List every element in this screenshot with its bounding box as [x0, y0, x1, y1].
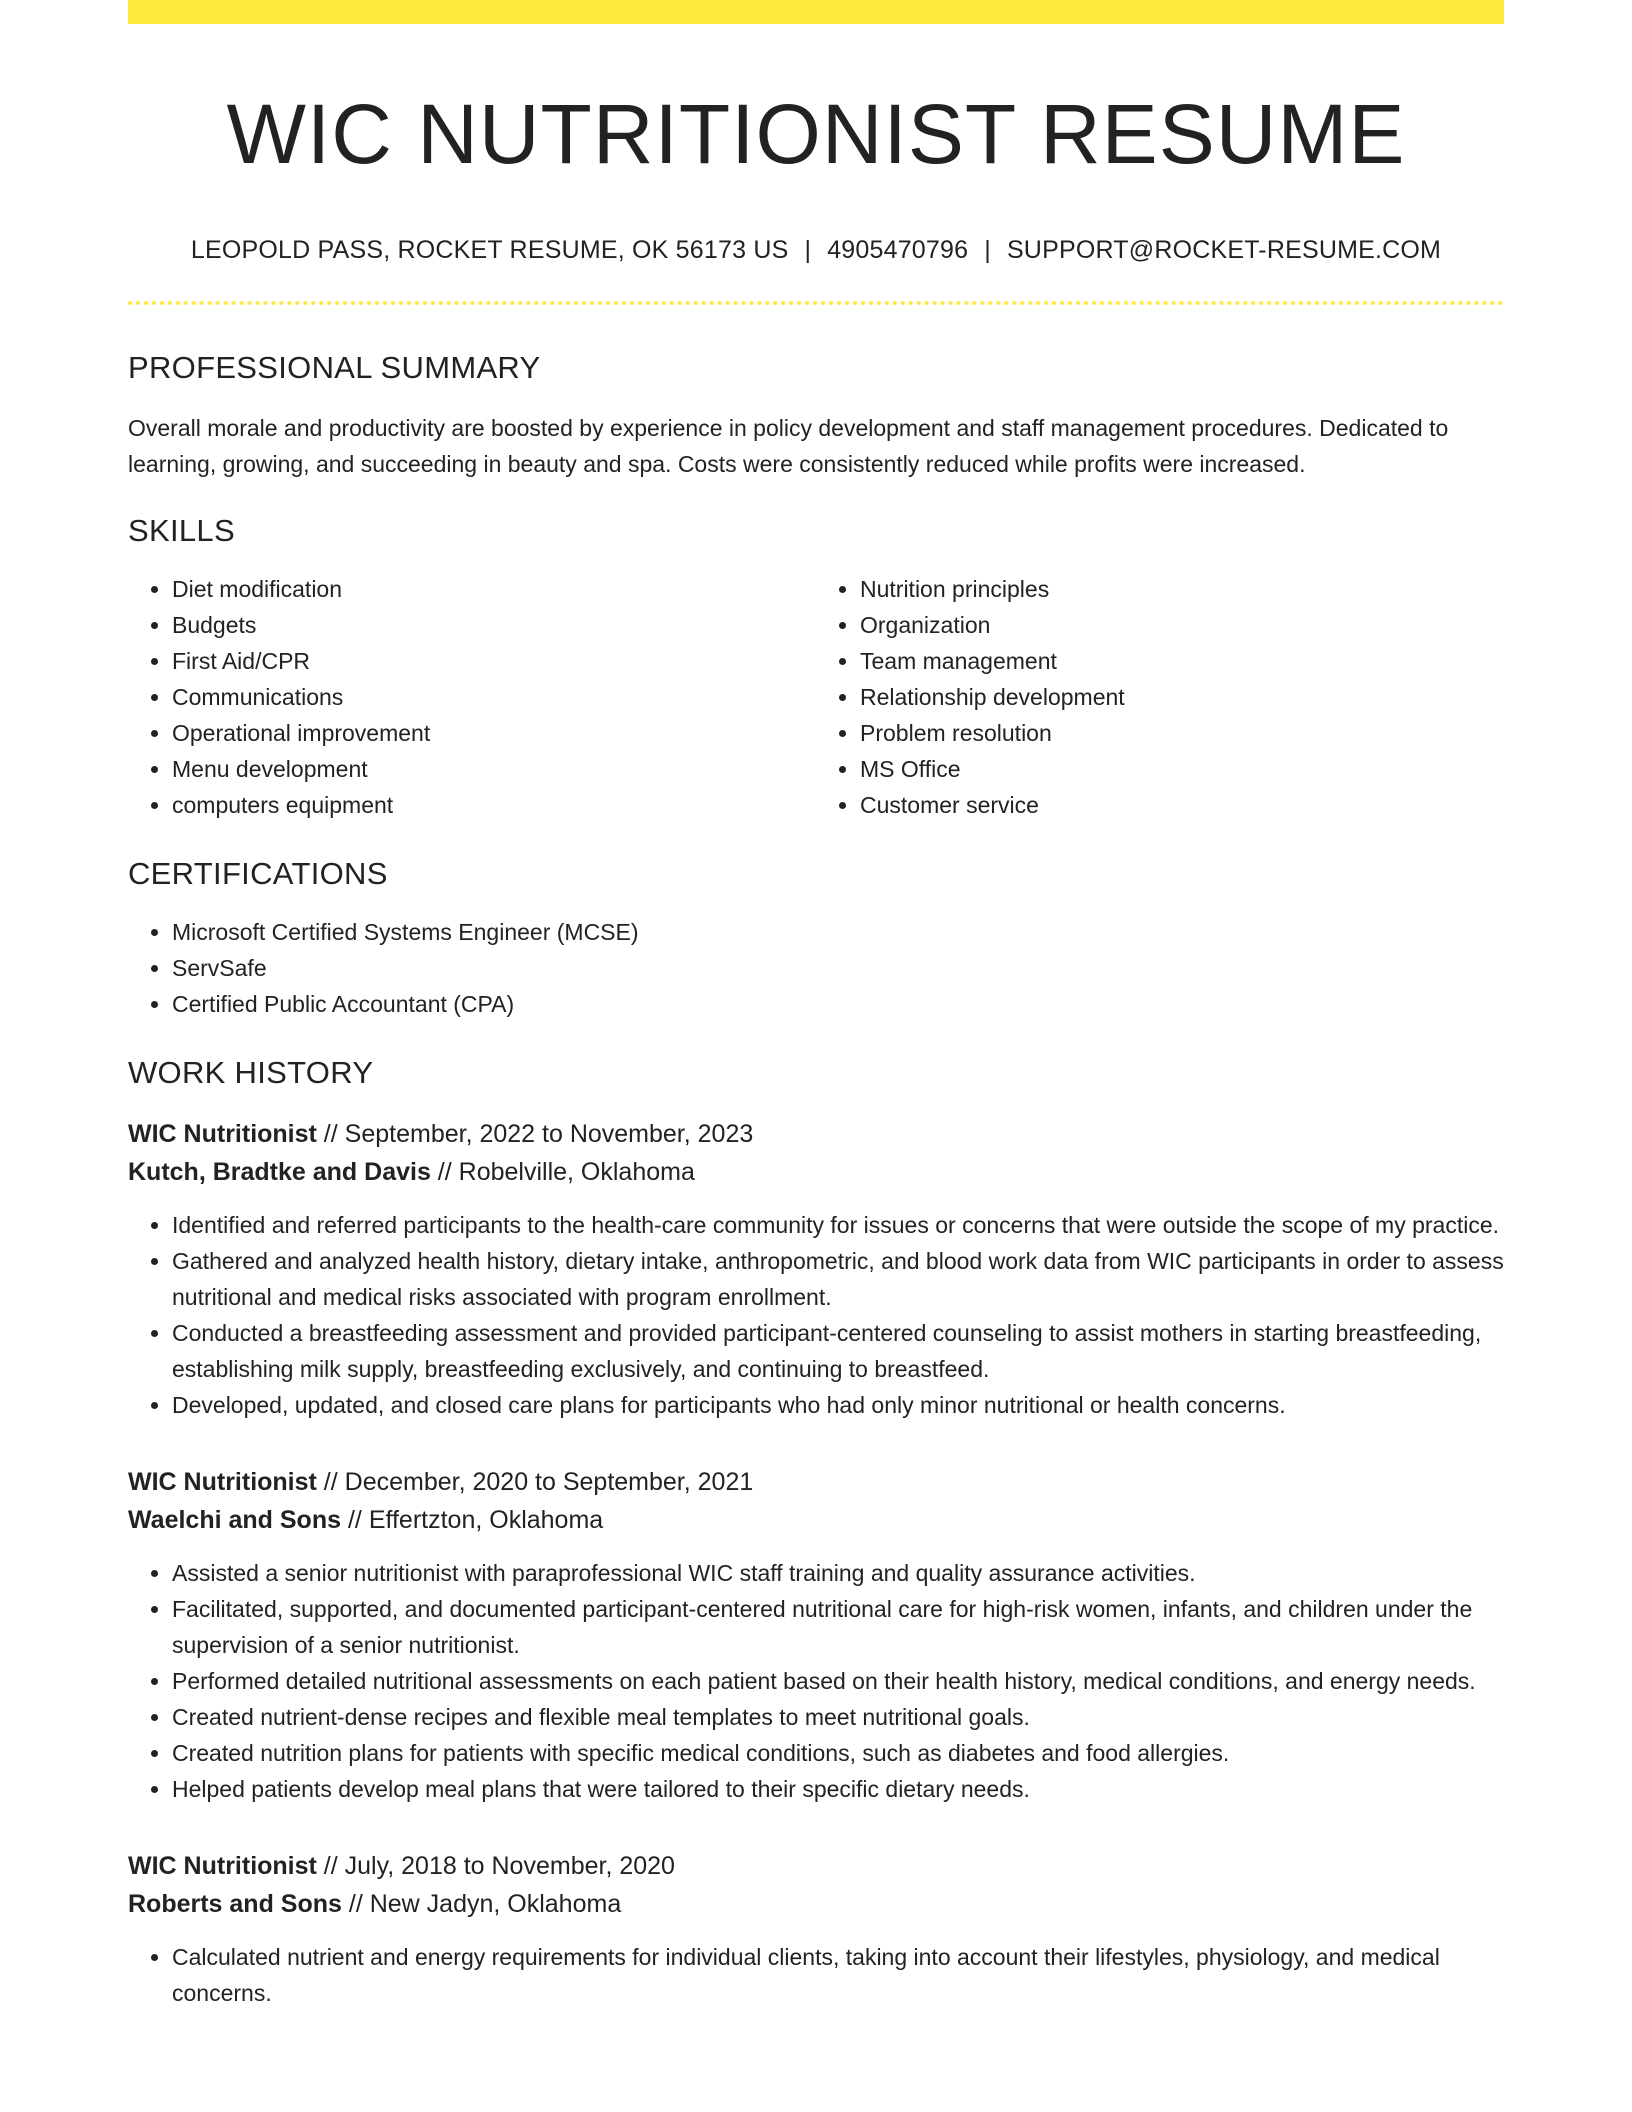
job-company: Roberts and Sons [128, 1890, 342, 1919]
skill-item: • MS Office [860, 751, 1504, 787]
certification-item: • Certified Public Accountant (CPA) [172, 986, 1504, 1022]
certification-item: • Microsoft Certified Systems Engineer (MCSE) [172, 914, 1504, 950]
job-duty: • Created nutrient-dense recipes and flexible meal templates to meet nutritional goals. [172, 1699, 1504, 1735]
job-role: WIC Nutritionist [128, 1120, 317, 1149]
job-company: Kutch, Bradtke and Davis [128, 1158, 431, 1187]
email-text: SUPPORT@ROCKET-RESUME.COM [1006, 235, 1442, 264]
skill-item: • Nutrition principles [860, 571, 1504, 607]
job-entry [128, 1115, 1504, 1423]
job-title-line [128, 1115, 1504, 1153]
job-dates: September, 2022 to November, 2023 [344, 1120, 754, 1149]
contact-separator: | [804, 235, 812, 264]
skill-item: • First Aid/CPR [172, 643, 816, 679]
job-duty: • Facilitated, supported, and documented participant-centered nutritional care for high-risk women, infants, and children under the supervision of a senior nutritionist. [172, 1591, 1504, 1663]
job-location: New Jadyn, Oklahoma [369, 1890, 622, 1919]
skill-item: • Budgets [172, 607, 816, 643]
address-text: LEOPOLD PASS, ROCKET RESUME, OK 56173 US [190, 235, 789, 264]
job-duties-list [128, 1207, 1504, 1423]
contact-line [128, 235, 1504, 265]
skill-item: • Team management [860, 643, 1504, 679]
job-duty: • Helped patients develop meal plans that were tailored to their specific dietary needs. [172, 1771, 1504, 1807]
contact-separator: | [984, 235, 991, 264]
skill-item: • Menu development [172, 751, 816, 787]
skill-item: • Customer service [860, 787, 1504, 823]
job-location: Effertzton, Oklahoma [368, 1506, 604, 1535]
job-duty: • Calculated nutrient and energy requirements for individual clients, taking into account their lifestyles, physiology, and medical concerns. [172, 1939, 1504, 2011]
skills-list-right [816, 571, 1504, 823]
job-company: Waelchi and Sons [128, 1506, 342, 1535]
job-duty: • Identified and referred participants to the health-care community for issues or concerns that were outside the scope of my practice. [172, 1207, 1504, 1243]
skill-item: • Communications [172, 679, 816, 715]
certifications-heading: CERTIFICATIONS [128, 855, 388, 891]
summary-heading: PROFESSIONAL SUMMARY [128, 349, 541, 385]
date-separator: // [430, 1158, 459, 1187]
skill-item: • computers equipment [172, 787, 816, 823]
date-separator: // [341, 1506, 369, 1535]
job-dates: December, 2020 to September, 2021 [344, 1468, 754, 1497]
job-location: Robelville, Oklahoma [458, 1158, 695, 1187]
certification-item: • ServSafe [172, 950, 1504, 986]
date-separator: // [316, 1468, 345, 1497]
dotted-divider [128, 301, 1504, 305]
job-duties-list [128, 1939, 1504, 2011]
job-title-line [128, 1847, 1504, 1885]
phone-text: 4905470796 [827, 235, 969, 264]
skill-item: • Relationship development [860, 679, 1504, 715]
job-entry [128, 1847, 1504, 2011]
job-duty: • Performed detailed nutritional assessments on each patient based on their health history, medical conditions, and energy needs. [172, 1663, 1504, 1699]
summary-text: Overall morale and productivity are boosted by experience in policy development and staff management procedures. Dedicated to learning, growing, and succeeding in beauty and spa. Costs were consistently reduced while profits were increased. [128, 414, 1449, 477]
job-duty: • Created nutrition plans for patients with specific medical conditions, such as diabetes and food allergies. [172, 1735, 1504, 1771]
work-history-heading: WORK HISTORY [128, 1055, 374, 1091]
resume-page [128, 0, 1504, 2011]
date-separator: // [316, 1120, 345, 1149]
skills-list-left [128, 571, 816, 823]
job-dates: July, 2018 to November, 2020 [344, 1852, 675, 1881]
skills-columns [128, 571, 1504, 823]
job-duties-list [128, 1555, 1504, 1807]
date-separator: // [341, 1890, 370, 1919]
skill-item: • Operational improvement [172, 715, 816, 751]
skill-item: • Organization [860, 607, 1504, 643]
job-company-line [128, 1885, 1504, 1923]
job-duty: • Gathered and analyzed health history, dietary intake, anthropometric, and blood work data from WIC participants in order to assess nutritional and medical risks associated with program enrollment. [172, 1243, 1504, 1315]
job-company-line [128, 1501, 1504, 1539]
date-separator: // [316, 1852, 345, 1881]
job-role: WIC Nutritionist [128, 1468, 317, 1497]
job-role: WIC Nutritionist [128, 1852, 317, 1881]
job-duty: • Conducted a breastfeeding assessment and provided participant-centered counseling to assist mothers in starting breastfeeding, establishing milk supply, breastfeeding exclusively, and continuing to breastfeed. [172, 1315, 1504, 1387]
job-entry [128, 1463, 1504, 1807]
job-duty: • Developed, updated, and closed care plans for participants who had only minor nutritional or health concerns. [172, 1387, 1504, 1423]
job-company-line [128, 1153, 1504, 1191]
skill-item: • Problem resolution [860, 715, 1504, 751]
top-accent-bar [128, 0, 1504, 24]
job-title-line [128, 1463, 1504, 1501]
skills-heading: SKILLS [128, 512, 235, 548]
resume-title: WIC NUTRITIONIST RESUME [226, 87, 1406, 181]
skill-item: • Diet modification [172, 571, 816, 607]
job-duty: • Assisted a senior nutritionist with paraprofessional WIC staff training and quality assurance activities. [172, 1555, 1504, 1591]
certifications-list [128, 914, 1504, 1022]
